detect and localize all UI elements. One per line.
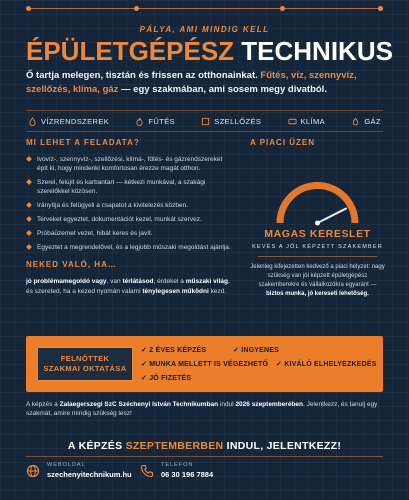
phone-icon xyxy=(140,464,154,478)
suitability-heading: NEKED VALÓ, HA… xyxy=(26,260,117,269)
gas-icon xyxy=(351,117,360,126)
list-item: Egyeztet a megrendelővel, és a legjobb műszaki megoldást ajánlja. xyxy=(26,243,231,252)
demand-gauge xyxy=(250,153,385,228)
tag-ventilation: SZELLŐZÉS xyxy=(201,117,261,126)
list-item: Irányítja és felügyeli a csapatot a kivitelezés közben. xyxy=(26,201,231,210)
intro-highlight-2: víz, szennyvíz, szellőzés, klíma, gáz xyxy=(26,70,357,95)
gauge-pivot xyxy=(315,221,320,226)
demand-label: MAGAS KERESLET xyxy=(264,228,371,240)
motto: PÁLYA, AMI MINDIG KELL xyxy=(139,25,270,34)
tag-ac: KLÍMA xyxy=(288,117,326,126)
feature-item: ✓ 2 ÉVES KÉPZÉS xyxy=(141,346,206,354)
intro-sentence-1: Ő tartja melegen, tisztán és frissen az otthonainkat. xyxy=(26,70,258,81)
flame-icon xyxy=(135,117,144,126)
tasks-heading: MI LEHET A FELADATA? xyxy=(26,138,140,147)
list-item: Szerel, felújít és karbantart — kétkezi munkával, a szakági szerelőkkel közösen. xyxy=(26,178,231,196)
list-item: Ivóvíz-, szennyvíz-, szellőzési, klíma-, fűtés- és gázrendszereket épít ki, hogy mindenki komfortosan érezze magát otthon. xyxy=(26,155,231,173)
divider xyxy=(258,256,377,257)
suitability-section xyxy=(26,260,231,296)
demand-subtitle: KEVÉS A JÓL KÉPZETT SZAKEMBER xyxy=(252,244,383,250)
website-label: WEBOLDAL xyxy=(47,462,86,468)
title-part-2: TECHNIKUS xyxy=(241,36,393,66)
intro-sentence-2: — egy szakmában, ami sosem megy divatból. xyxy=(121,83,327,95)
phone-contact[interactable] xyxy=(140,462,213,479)
title-part-1: ÉPÜLETGÉPÉSZ xyxy=(26,36,235,66)
website-contact[interactable] xyxy=(26,462,132,479)
course-note: A képzés a Zalaegerszegi SzC Széchenyi István Technikumban indul 2026 szeptemberében. Jelentkezz, és tanulj egy szakmát, amire mindig szükség lesz! xyxy=(26,401,378,417)
drop-icon xyxy=(28,117,37,126)
intro-highlight-1: Fűtés, xyxy=(260,70,289,81)
top-decoration xyxy=(26,6,383,12)
market-text: Jelenleg kifejezetten kedvező a piaci helyzet: nagy szükség van jól képzett épületgépész szakemberekre és vállalkozókra egyaránt — biztos munka, jó kereseti lehetőség. xyxy=(250,264,385,297)
feature-item: ✓ MUNKA MELLETT IS VÉGEZHETŐ xyxy=(141,360,268,368)
offer-box xyxy=(26,336,383,392)
intro-text xyxy=(26,69,389,96)
page-title xyxy=(26,36,393,66)
gauge-needle xyxy=(318,209,347,224)
phone-link[interactable]: 06 30 196 7884 xyxy=(161,470,214,479)
list-item: Próbaüzemet vezet, hibát keres és javít. xyxy=(26,229,231,238)
website-link[interactable]: szechenyitechnikum.hu xyxy=(47,470,132,479)
footer-divider xyxy=(26,456,383,457)
market-column xyxy=(250,138,385,299)
globe-icon xyxy=(26,464,40,478)
tasks-list xyxy=(26,155,231,252)
tag-heating: FŰTÉS xyxy=(135,117,175,126)
list-item: Terveket egyeztet, dokumentációt kezel, munkát szervez. xyxy=(26,215,231,224)
topic-tags xyxy=(26,110,383,132)
gauge-arc xyxy=(280,186,355,224)
left-column xyxy=(26,138,231,296)
feature-item: ✓ JÓ FIZETÉS xyxy=(141,374,191,382)
vent-icon xyxy=(201,117,210,126)
suitability-text: jó problémamegoldó vagy, van térlátásod, érdekel a műszaki világ, és szereted, ha a kezed nyomán valami ténylegesen működni kezd. xyxy=(26,278,230,295)
call-to-action: A KÉPZÉS SZEPTEMBERBEN INDUL, JELENTKEZZ! xyxy=(67,440,342,452)
tag-gas: GÁZ xyxy=(351,117,381,126)
phone-label: TELEFON xyxy=(161,462,194,468)
feature-item: ✓ INGYENES xyxy=(233,346,279,354)
feature-item: ✓ KIVÁLÓ ELHELYEZKEDÉS xyxy=(276,360,377,368)
adult-education-badge: FELNŐTTEK SZAKMAI OKTATÁSA xyxy=(37,347,133,381)
tag-water: VÍZRENDSZEREK xyxy=(28,117,109,126)
ac-icon xyxy=(288,117,297,126)
market-heading: A PIACI ŰZEN xyxy=(250,138,316,147)
